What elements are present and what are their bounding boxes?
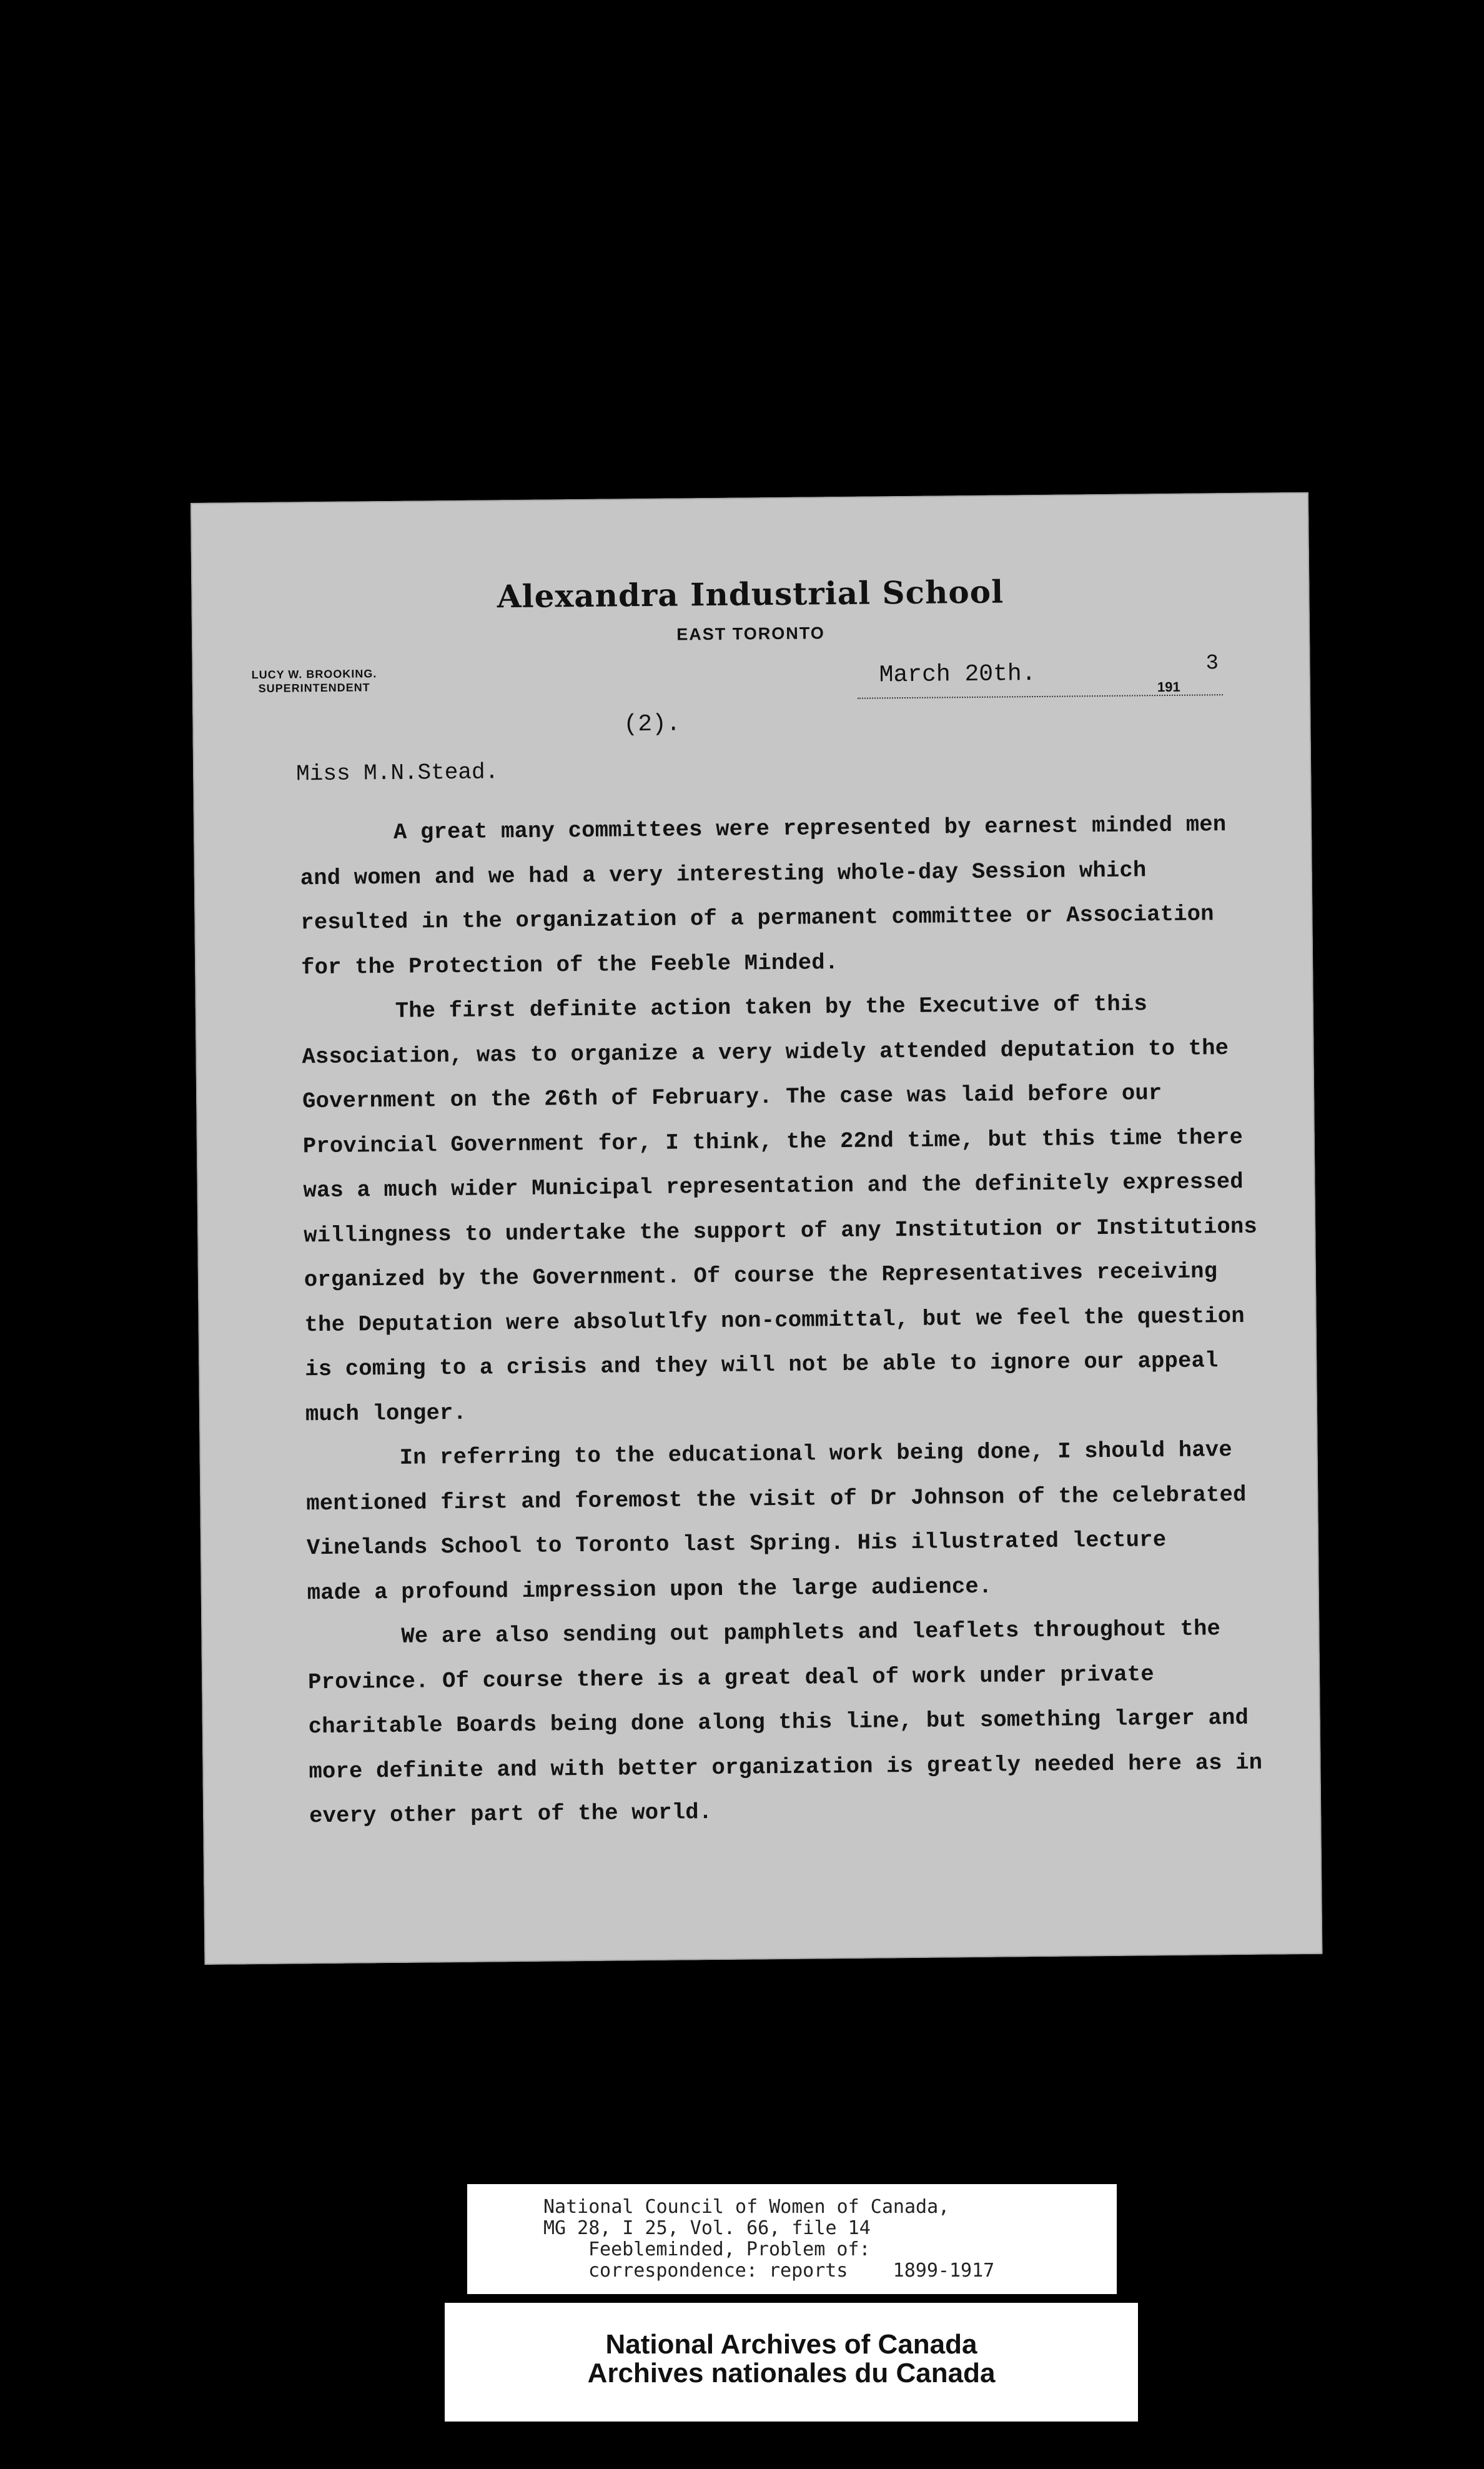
body-line: for the Protection of the Feeble Minded.	[300, 949, 839, 980]
body-line: mentioned first and foremost the visit of Dr Johnson of the celebrated	[306, 1481, 1247, 1516]
letter-date: March 20th.	[879, 660, 1036, 689]
archive-name-french: Archives nationales du Canada	[587, 2358, 996, 2388]
body-line: Vinelands School to Toronto last Spring. His illustrated lecture	[306, 1527, 1167, 1561]
archive-reference-card	[467, 2184, 1117, 2294]
body-line: We are also sending out pamphlets and leaflets throughout the	[401, 1616, 1221, 1649]
letterhead-location: EAST TORONTO	[676, 623, 825, 644]
superintendent-name: LUCY W. BROOKING.	[251, 667, 377, 682]
salutation: Miss M.N.Stead.	[295, 759, 499, 787]
body-line: the Deputation were absolutlfy non-committal, but we feel the question	[304, 1303, 1245, 1338]
letter-year-digit: 3	[1205, 652, 1219, 676]
body-line: willingness to undertake the support of any Institution or Institutions	[304, 1213, 1258, 1248]
body-line: resulted in the organization of a permanent committee or Association	[300, 901, 1214, 936]
reference-line: National Council of Women of Canada,	[543, 2196, 950, 2218]
letterhead-title: Alexandra Industrial School	[497, 573, 1004, 615]
reference-text	[543, 2197, 994, 2282]
body-line: and women and we had a very interesting whole-day Session which	[300, 857, 1147, 891]
letter-year-prefix: 191	[1157, 678, 1180, 695]
body-line: is coming to a crisis and they will not be able to ignore our appeal	[305, 1348, 1219, 1383]
body-line: much longer.	[305, 1399, 467, 1427]
archive-name-english: National Archives of Canada	[605, 2329, 977, 2360]
reference-line: MG 28, I 25, Vol. 66, file 14	[543, 2217, 871, 2239]
archive-stamp	[445, 2303, 1138, 2422]
reference-line: correspondence: reports 1899-1917	[588, 2260, 995, 2282]
letter-page	[190, 492, 1322, 1965]
body-line: every other part of the world.	[309, 1799, 713, 1829]
body-line: made a profound impression upon the large audience.	[307, 1573, 992, 1606]
page-number: (2).	[623, 710, 681, 738]
body-line: Provincial Government for, I think, the 22nd time, but this time there	[302, 1124, 1244, 1159]
body-line: The first definite action taken by the Executive of this	[395, 991, 1148, 1024]
body-line: In referring to the educational work being done, I should have	[399, 1437, 1233, 1471]
superintendent-block	[252, 667, 377, 695]
superintendent-title: SUPERINTENDENT	[258, 681, 370, 695]
body-line: Government on the 26th of February. The case was laid before our	[302, 1080, 1162, 1115]
date-rule	[858, 694, 1223, 699]
body-line: A great many committees were represented by earnest minded men	[393, 812, 1227, 845]
body-line: charitable Boards being done along this line, but something larger and	[308, 1704, 1249, 1740]
body-line: organized by the Government. Of course the Representatives receiving	[304, 1258, 1218, 1293]
body-line: Province. Of course there is a great deal of work under private	[307, 1661, 1154, 1695]
reference-line: Feebleminded, Problem of:	[588, 2238, 871, 2260]
body-line: was a much wider Municipal representation and the definitely expressed	[303, 1168, 1244, 1204]
body-line: Association, was to organize a very widely attended deputation to the	[302, 1035, 1229, 1070]
letter-body	[300, 802, 1284, 1838]
body-line: more definite and with better organization is greatly needed here as in	[309, 1749, 1263, 1784]
